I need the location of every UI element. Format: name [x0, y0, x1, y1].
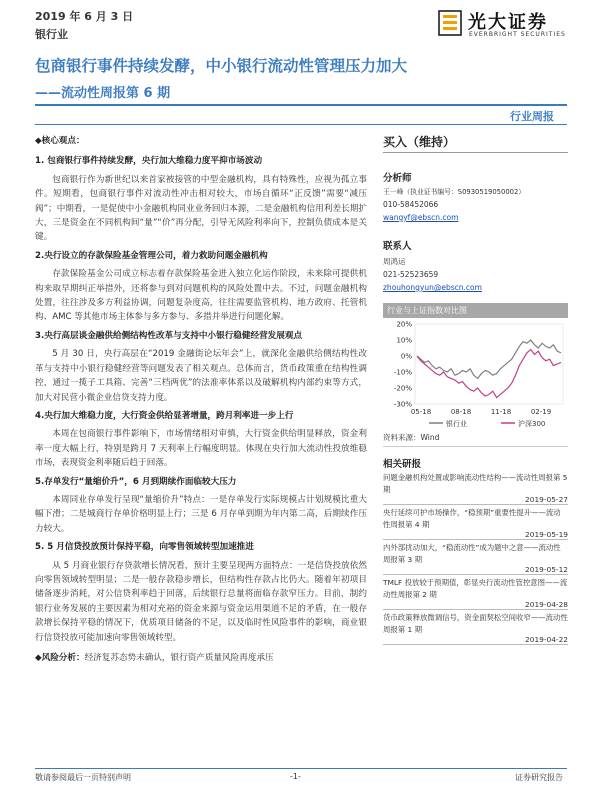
- x-tick-label: 11-18: [490, 408, 512, 416]
- footer-report-label: 证券研究报告: [515, 773, 563, 782]
- footer-disclaimer: 敬请参阅最后一页特别声明: [35, 773, 131, 782]
- contact-name: 周鸿运: [383, 257, 406, 266]
- chart-title: 行业与上证指数对比图: [383, 303, 568, 318]
- analyst-email[interactable]: [383, 212, 458, 224]
- risk-label: ◆风险分析：: [35, 653, 85, 663]
- analyst-email-link[interactable]: wangyf@ebscn.com: [383, 213, 459, 222]
- industry-label: 银行业: [35, 28, 68, 41]
- page-number: -1-: [290, 772, 301, 781]
- analyst-phone: 010-58452066: [383, 200, 439, 209]
- related-report-date: 2019-05-12: [383, 565, 568, 575]
- related-report-date: 2019-05-27: [383, 495, 568, 505]
- section-divider: [35, 124, 567, 125]
- legend-label: 银行业: [446, 420, 467, 428]
- section-heading: 5.存单发行“量缩价升”，6 月到期续作面临较大压力: [35, 476, 237, 487]
- related-report-title[interactable]: 问题金融机构处置或影响流动性结构——流动性周报第 5 期: [383, 473, 568, 494]
- report-date: 2019 年 6 月 3 日: [35, 10, 134, 23]
- related-report-title[interactable]: 货币政策释放微调信号，资金面契松空间收窄——流动性周报第 1 期: [383, 613, 568, 634]
- contact-email[interactable]: [383, 282, 482, 294]
- contact-email-link[interactable]: zhouhongyun@ebscn.com: [383, 283, 482, 292]
- y-tick-label: 10%: [396, 336, 412, 345]
- related-report-date: 2019-05-19: [383, 530, 568, 540]
- related-research-label: 相关研报: [383, 459, 422, 470]
- section-heading: 1. 包商银行事件持续发酵，央行加大维稳力度平抑市场波动: [35, 156, 263, 167]
- section-paragraph: 5 月 30 日，央行高层在“2019 金融街论坛年会”上，就深化金融供给侧结构性改革与支持中小银行稳健经营等问题发表了相关观点。总体而言，货币政策重在结构性调控，通过一揽子工具箱、完善“三档两优”的法准率体系以及破解机构内部约束等方式，加大对民营小微企业信贷支持力度。: [35, 349, 367, 403]
- x-tick-label: 08-18: [450, 408, 472, 416]
- report-type: 行业周报: [510, 110, 554, 123]
- analyst-name: 王一峰: [383, 188, 404, 196]
- logo-text-cn: 光大证券: [468, 12, 548, 33]
- logo-text-en: EVERBRIGHT SECURITIES: [469, 31, 566, 38]
- section-paragraph: 存款保险基金公司成立标志着存款保险基金进入独立化运作阶段，未来除可提供机构来取早期纠正举措外，还将参与到对问题机构的风险处置中去。不过，问题金融机构处置，往往涉及多方利益协调，问题复杂度高，往往需要监管机构、地方政府、托管机构、AMC 等其他市场主体参与多方参与、多措并举进行问题化解。: [35, 269, 367, 323]
- related-report-date: 2019-04-28: [383, 600, 568, 610]
- section-heading: 2.央行设立的存款保险基金管理公司，着力救助问题金融机构: [35, 250, 268, 261]
- chart-divider: [383, 446, 568, 447]
- core-view-label: ◆核心观点：: [35, 136, 85, 146]
- contact-label: 联系人: [383, 241, 412, 252]
- risk-text: 经济复苏态势未确认，银行资产质量风险再度承压: [84, 653, 274, 663]
- section-heading: 3.央行高层谈金融供给侧结构性改革与支持中小银行稳健经营发展观点: [35, 330, 303, 341]
- chart-plot-area: [415, 324, 563, 404]
- legend-label: 沪深300: [518, 420, 546, 428]
- contact-phone: 021-52523659: [383, 270, 439, 279]
- x-tick-label: 02-19: [530, 408, 552, 416]
- y-tick-label: -10%: [393, 368, 412, 377]
- analyst-label: 分析师: [383, 173, 412, 184]
- report-subtitle: ——流动性周报第 6 期: [35, 86, 171, 101]
- company-logo: [438, 6, 568, 44]
- series-line-0: [417, 340, 561, 378]
- section-paragraph: 本周在包商银行事件影响下，市场情绪相对审慎，大行资金供给明显释放，资金利率一度大幅上行，特别是跨月 7 天利率上行幅度明显。体现在央行加大流动性投放维稳市场，表现资金利率随后趋于回落。: [35, 429, 367, 469]
- main-content: [35, 134, 367, 665]
- rating: 买入（维持）: [383, 135, 456, 149]
- section-paragraph: 本周同业存单发行呈现“量缩价升”特点：一是存单发行实际规模占计划规模比重大幅下滑；二是城商行存单价格明显上行；三是 6 月存单到期为年内第二高，后期续作压力较大。: [35, 494, 367, 534]
- y-tick-label: -30%: [393, 400, 412, 409]
- related-report-title[interactable]: 央行延续可护市场操作，“稳预期”重要性提升——流动性周报第 4 期: [383, 508, 561, 529]
- logo-mark-icon: [438, 10, 462, 36]
- related-report-title[interactable]: 内外部扰动加大，“稳流动性”成为题中之意——流动性周报第 3 期: [383, 543, 561, 564]
- risk-analysis: [35, 651, 367, 665]
- analyst-info: [383, 186, 573, 198]
- rating-divider: [383, 152, 568, 153]
- industry-vs-index-chart: [383, 320, 568, 430]
- section-paragraph: 包商银行作为新世纪以来首家被接管的中型金融机构，具有特殊性，应视为孤立事件。短期看，包商银行事件对流动性冲击相对较大，市场自循环“正反馈”需要“减压阀”；中期看，一是促使中小金融机构同业业务回归本源，二是金融机构信用利差长期扩大，三是资金在不同机构间“量”“价”再分配，引导无风险利率向下，控制负债成本是关键。: [35, 174, 367, 243]
- y-tick-label: 20%: [396, 320, 412, 329]
- related-report-date: 2019-04-22: [383, 635, 568, 645]
- section-heading: 5. 5 月信贷投放预计保持平稳，向零售领域转型加速推进: [35, 542, 254, 553]
- footer-divider: [35, 768, 567, 769]
- x-tick-label: 05-18: [410, 408, 432, 416]
- sections-container: [35, 154, 367, 645]
- section-paragraph: 从 5 月商业银行存贷款增长情况看，预计主要呈现两方面特点：一是信贷投放依然向零售领域转型明显；二是一般存款稳步增长，但结构性存款占比仍大。随着年初项目储备逐步消耗，对公信贷利率趋于回落，后续银行总量将面临存款窄压力。目前，制约银行业务发展的主要因素为相对充裕的资金来源与资金运用渠道不足的矛盾，在一般存款增长保持平稳的情况下，优质项目储备的不足，以及临时性风险事件的影响，商业银行信贷投放可能加速向零售领域转型。: [35, 560, 367, 643]
- analyst-cert: （执业证书编号：S0930519050002）: [403, 188, 526, 196]
- section-heading: 4.央行加大维稳力度，大行资金供给显著增量，跨月利率进一步上行: [35, 410, 294, 421]
- report-title: 包商银行事件持续发酵，中小银行流动性管理压力加大: [35, 57, 408, 75]
- series-line-1: [417, 350, 561, 398]
- y-tick-label: 0%: [400, 352, 412, 361]
- related-research-list: [383, 472, 568, 647]
- related-report-title[interactable]: TMLF 投放较于预期值，彰显央行流动性管控意图——流动性周报第 2 期: [383, 578, 568, 599]
- chart-source: 资料来源：Wind: [383, 433, 440, 442]
- y-tick-label: -20%: [393, 384, 412, 393]
- header-divider: [35, 104, 567, 106]
